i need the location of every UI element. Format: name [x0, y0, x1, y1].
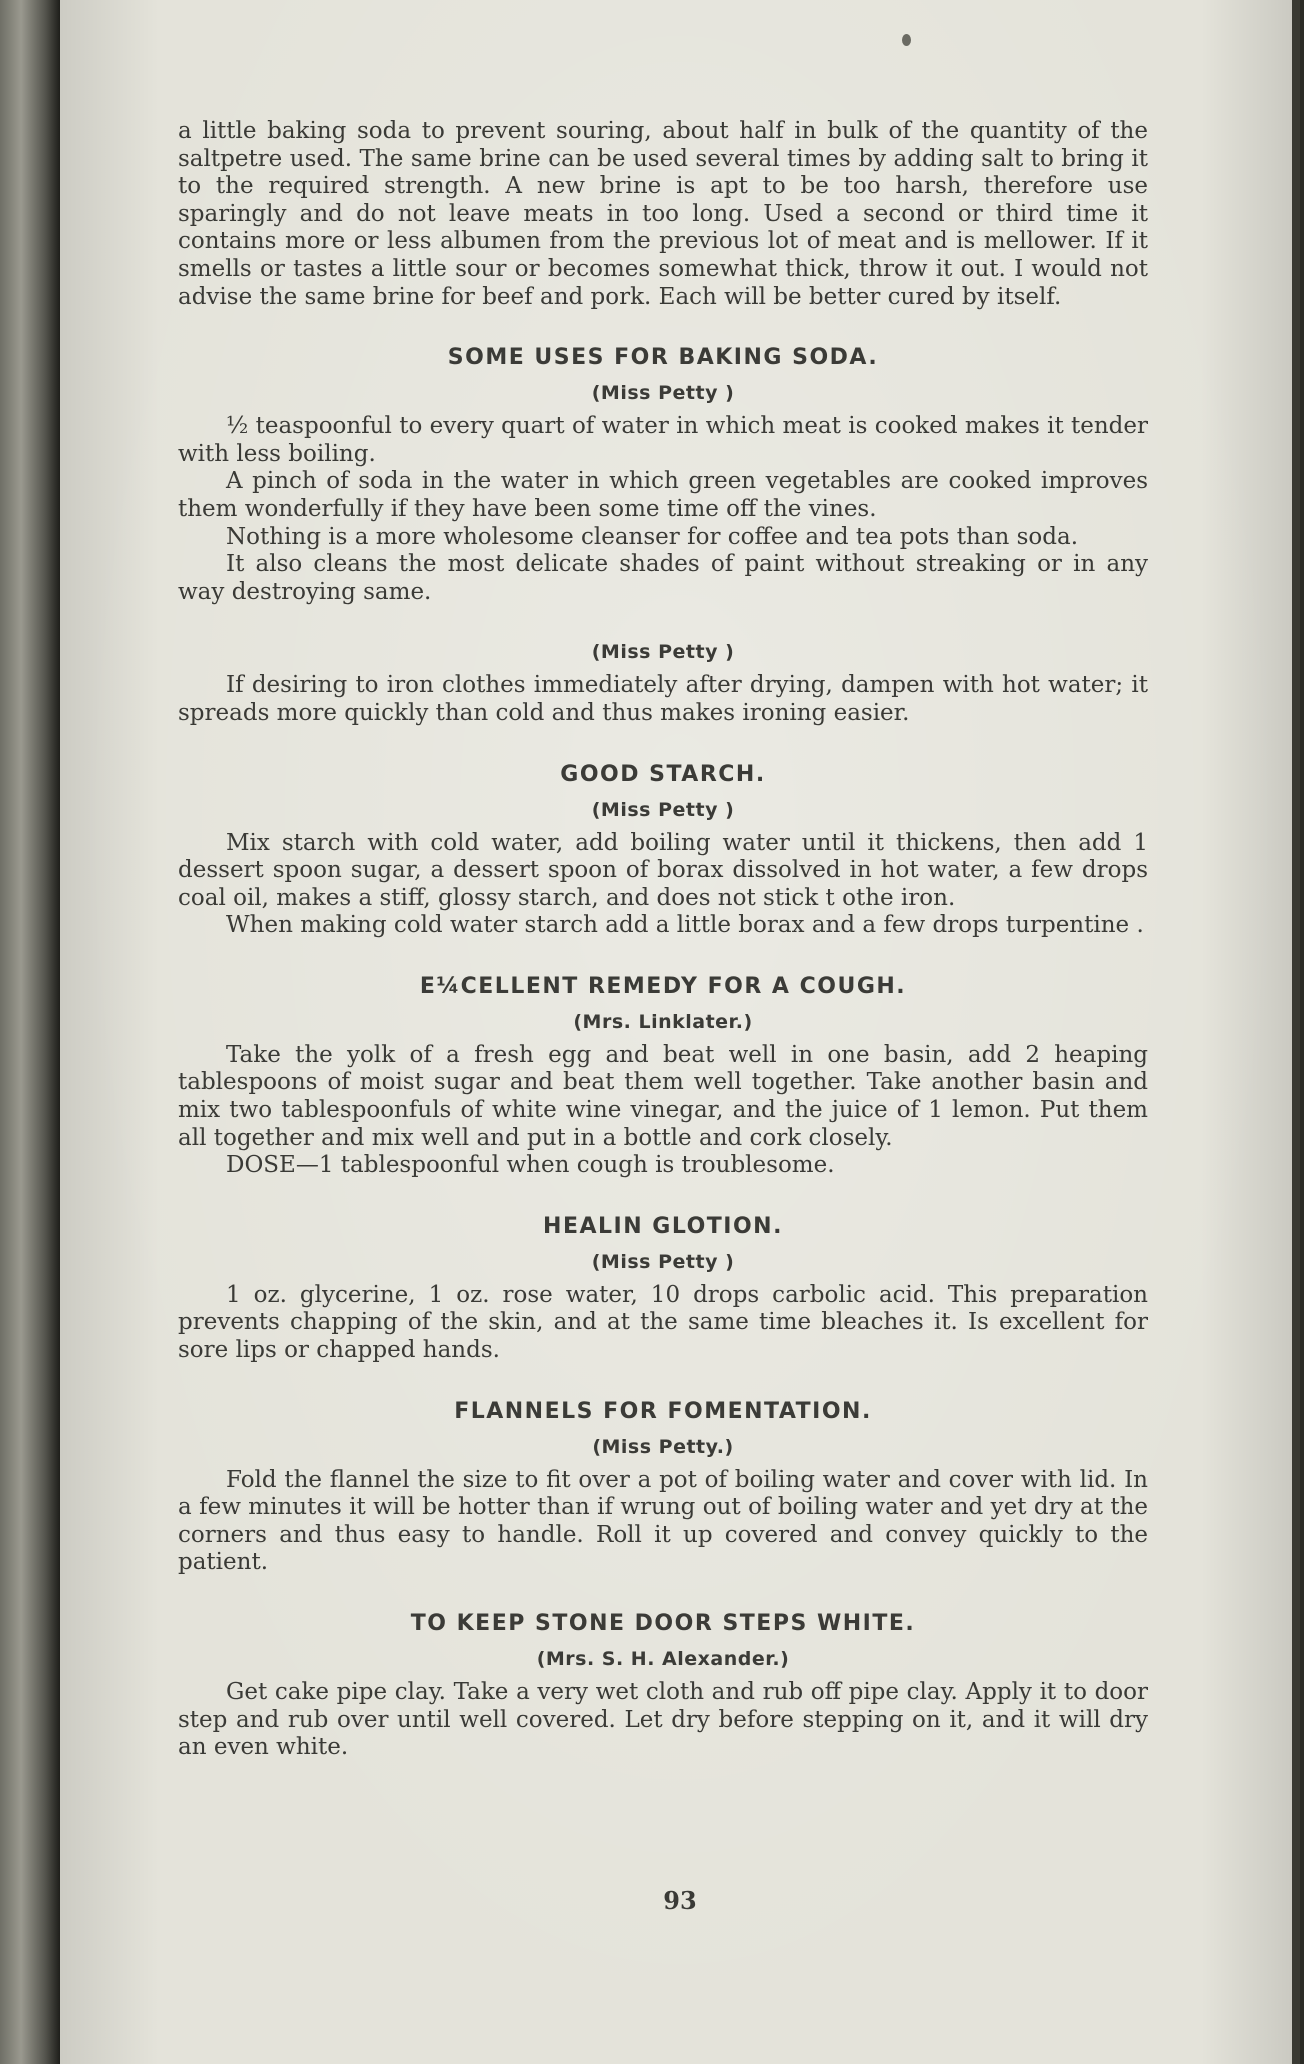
section-paragraph: ½ teaspoonful to every quart of water in which meat is cooked makes it tender with less boiling.	[178, 413, 1148, 467]
ink-speck	[902, 34, 911, 46]
section-baking-soda	[178, 345, 1148, 606]
section-paragraph: If desiring to iron clothes immediately after drying, dampen with hot water; it spreads more quickly than cold and thus makes ironing easier.	[178, 672, 1148, 726]
page-content	[178, 118, 1148, 1762]
page-number: 93	[663, 1886, 697, 1915]
section-heading: SOME USES FOR BAKING SODA.	[447, 345, 879, 371]
section-attribution: (Miss Petty )	[591, 798, 735, 821]
section-attribution: (Miss Petty )	[591, 1250, 735, 1273]
section-ironing-tip	[178, 640, 1148, 727]
section-paragraph: 1 oz. glycerine, 1 oz. rose water, 10 drops carbolic acid. This preparation prevents chapping of the skin, and at the same time bleaches it. Is excellent for sore lips or chapped hands.	[178, 1281, 1148, 1364]
page-right-edge	[1292, 0, 1300, 2064]
section-healing-lotion	[178, 1214, 1148, 1365]
intro-paragraph: a little baking soda to prevent souring, about half in bulk of the quantity of the saltpetre used. The same brine can be used several times by adding salt to bring it to the required strength. A new brine is apt to be too harsh, therefore use sparingly and do not leave meats in too long. Used a second or third time it contains more or less albumen from the previous lot of meat and is mellower. If it smells or tastes a little sour or becomes somewhat thick, throw it out. I would not advise the same brine for beef and pork. Each will be better cured by itself.	[178, 118, 1148, 310]
section-paragraph: Nothing is a more wholesome cleanser for coffee and tea pots than soda.	[226, 523, 1079, 550]
section-paragraph: Fold the flannel the size to fit over a pot of boiling water and cover with lid. In a few minutes it will be hotter than if wrung out of boiling water and yet dry at the corners and thus easy to handle. Roll it up covered and convey quickly to the patient.	[178, 1466, 1148, 1576]
section-paragraph: Take the yolk of a fresh egg and beat well in one basin, add 2 heaping tablespoons of moist sugar and beat them well together. Take another basin and mix two tablespoonfuls of white wine vinegar, and the juice of 1 lemon. Put them all together and mix well and put in a bottle and cork closely.	[178, 1041, 1148, 1151]
section-attribution: (Miss Petty.)	[592, 1435, 734, 1458]
section-attribution: (Mrs. Linklater.)	[573, 1010, 753, 1033]
section-paragraph: When making cold water starch add a little borax and a few drops turpentine .	[226, 912, 1144, 939]
book-page	[60, 0, 1300, 2064]
section-paragraph: Get cake pipe clay. Take a very wet cloth and rub off pipe clay. Apply it to door step and rub over until well covered. Let dry before stepping on it, and it will dry an even white.	[178, 1679, 1148, 1761]
section-heading: HEALIN GLOTION.	[543, 1213, 783, 1239]
section-attribution: (Miss Petty )	[591, 382, 735, 405]
section-attribution: (Miss Petty )	[591, 641, 735, 664]
section-heading: TO KEEP STONE DOOR STEPS WHITE.	[410, 1611, 916, 1636]
section-door-steps	[178, 1611, 1148, 1762]
section-flannels	[178, 1399, 1148, 1577]
section-heading: GOOD STARCH.	[560, 761, 766, 787]
section-heading: FLANNELS FOR FOMENTATION.	[454, 1398, 872, 1424]
section-attribution: (Mrs. S. H. Alexander.)	[536, 1648, 790, 1670]
section-good-starch	[178, 762, 1148, 940]
section-cough-remedy	[178, 974, 1148, 1180]
section-heading: E¼CELLENT REMEDY FOR A COUGH.	[419, 973, 907, 999]
section-paragraph: It also cleans the most delicate shades of paint without streaking or in any way destroying same.	[178, 551, 1148, 605]
section-paragraph: DOSE—1 tablespoonful when cough is troublesome.	[226, 1152, 835, 1179]
section-paragraph: Mix starch with cold water, add boiling water until it thickens, then add 1 dessert spoon sugar, a dessert spoon of borax dissolved in hot water, a few drops coal oil, makes a stiff, glossy starch, and does not stick t othe iron.	[178, 829, 1148, 911]
section-paragraph: A pinch of soda in the water in which green vegetables are cooked improves them wonderfully if they have been some time off the vines.	[178, 468, 1148, 522]
adjacent-page-edge	[0, 0, 60, 2064]
